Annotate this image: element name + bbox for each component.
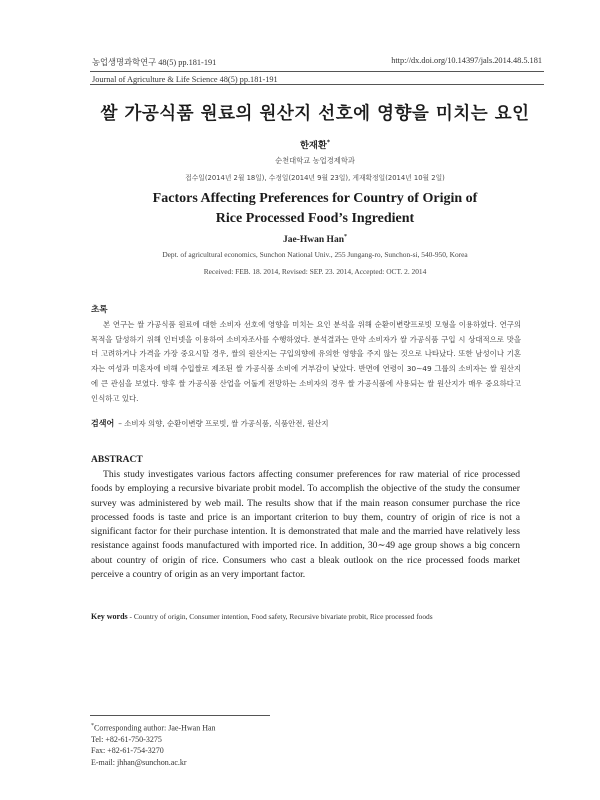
footnote-corresponding: *Corresponding author: Jae-Hwan Han <box>91 723 216 733</box>
english-dates: Received: FEB. 18. 2014, Revised: SEP. 23. 2014, Accepted: OCT. 2. 2014 <box>203 267 427 276</box>
running-header <box>92 56 216 69</box>
english-title <box>60 189 570 229</box>
footnote-divider <box>90 715 270 716</box>
footnote-tel: Tel: +82-61-750-3275 <box>91 734 162 744</box>
korean-author: 한재환* <box>299 138 331 151</box>
header-divider-bottom <box>90 84 544 85</box>
english-title-line1: Factors Affecting Preferences for Country of Origin of <box>152 191 478 206</box>
korean-keywords-label: 검색어 <box>91 419 115 428</box>
footnote-email[interactable]: E-mail: jhhan@sunchon.ac.kr <box>91 757 187 767</box>
korean-title: 쌀 가공식품 원료의 원산지 선호에 영향을 미치는 요인 <box>100 104 530 124</box>
korean-abstract-heading: 초록 <box>91 305 108 315</box>
footnote-fax: Fax: +82-61-754-3270 <box>91 746 164 756</box>
english-keywords-label: Key words <box>91 612 128 621</box>
english-title-line2: Rice Processed Food’s Ingredient <box>215 211 415 226</box>
header-divider <box>90 71 544 72</box>
doi-link[interactable]: http://dx.doi.org/10.14397/jals.2014.48.5.181 <box>391 56 542 65</box>
korean-affiliation: 순천대학교 농업경제학과 <box>275 156 355 165</box>
footnote <box>91 721 216 768</box>
korean-keywords: 검색어 – 소비자 의향, 순환이변량 프로빗, 쌀 가공식품, 식품안전, 원산지 <box>91 419 329 428</box>
english-keywords: Key words - Country of origin, Consumer intention, Food safety, Recursive bivariate probit, Rice processed foods <box>91 612 433 621</box>
korean-dates: 접수일(2014년 2월 18일), 수정일(2014년 9월 23일), 게재확정일(2014년 10월 2일) <box>185 174 445 182</box>
korean-abstract: 본 연구는 쌀 가공식품 원료에 대한 소비자 선호에 영향을 미치는 요인 분석을 위해 순환이변량프로빗 모형을 이용하였다. 연구의 목적을 달성하기 위해 인터넷을 이용하여 소비자조사를 수행하였다. 분석결과는 만약 소비자가 쌀 가공식품 구입 시 상대적으로 맛을 더 고려하거나 가격을 가장 중요시할 경우, 쌀의 원산지는 구입의향에 유의한 영향을 주지 않는 것으로 나타났다. 또한 남성이나 기혼자는 여성과 미혼자에 비해 수입쌀로 제조된 쌀 가공식품 소비에 거부감이 낮았다. 반면에 연령이 30∼49 그룹의 소비자는 쌀 원산지에 큰 관심을 보였다. 향후 쌀 가공식품 산업을 어둡게 전망하는 소비자의 경우 쌀 가공식품에 사용되는 쌀 원산지가 매우 중요하다고 인식하고 있다. <box>91 320 521 403</box>
english-author: Jae-Hwan Han* <box>283 234 347 246</box>
english-affiliation: Dept. of agricultural economics, Sunchon National Univ., 255 Jungang-ro, Sunchon-si, 540-950, Korea <box>162 250 468 259</box>
english-abstract: This study investigates various factors affecting consumer preferences for raw material of rice processed foods by employing a recursive bivariate probit model. To accomplish the objective of the study the consumer survey was administered by web mail. The results show that if the main reason consumer purchase the rice processed foods is taste and price is an important criterion to buy them, country of origin of rice is not a significant factor for their purchase intention. It is demonstrated that male and the married have relatively less resistance against foods manufactured with imported rice. In addition, 30∼49 age group shows a big concern about country of origin of rice. Consumers who cast a bleak outlook on the rice processed foods market perceive a country of origin as an very important factor. <box>91 469 520 581</box>
journal-name-korean: 농업생명과학연구 48(5) pp.181-191 <box>92 58 217 67</box>
english-abstract-heading: ABSTRACT <box>91 455 143 465</box>
journal-name-english: Journal of Agriculture & Life Science 48(5) pp.181-191 <box>92 75 278 84</box>
